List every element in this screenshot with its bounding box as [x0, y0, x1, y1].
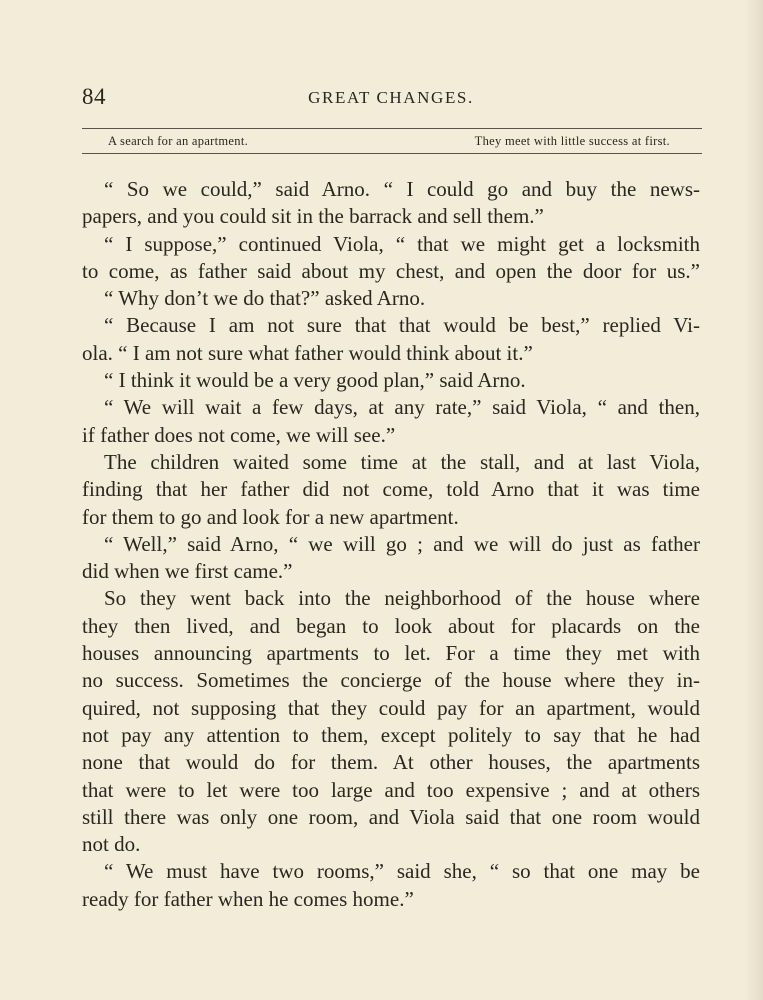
text-line: finding that her father did not come, told Arno that it was time [82, 477, 700, 502]
text-line: “ We must have two rooms,” said she, “ so that one may be [104, 859, 700, 884]
text-line: none that would do for them. At other houses, the apartments [82, 750, 700, 775]
text-line: to come, as father said about my chest, and open the door for us.” [82, 258, 700, 283]
header-rule-bottom [82, 153, 702, 154]
sidenote-left: A search for an apartment. [108, 134, 249, 148]
text-line: “ Well,” said Arno, “ we will go ; and we will do just as father [104, 531, 700, 556]
text-line: not do. [82, 832, 141, 857]
text-line: ola. “ I am not sure what father would think about it.” [82, 340, 533, 365]
text-line: they then lived, and began to look about for placards on the [82, 613, 700, 638]
body-text [82, 176, 700, 913]
text-line: still there was only one room, and Viola said that one room would [82, 804, 700, 829]
text-line: The children waited some time at the stall, and at last Viola, [104, 449, 700, 474]
sidenote-right: They meet with little success at first. [474, 134, 670, 148]
text-line: “ We will wait a few days, at any rate,” said Viola, “ and then, [104, 395, 700, 420]
header-rule-top [82, 128, 702, 129]
text-line: if father does not come, we will see.” [82, 422, 396, 447]
text-line: “ Because I am not sure that that would be best,” replied Vi- [104, 313, 700, 338]
text-line: “ I think it would be a very good plan,” said Arno. [104, 368, 526, 393]
text-line: “ So we could,” said Arno. “ I could go and buy the news- [104, 177, 700, 201]
text-line: papers, and you could sit in the barrack and sell them.” [82, 204, 544, 229]
text-line: So they went back into the neighborhood of the house where [104, 586, 700, 611]
text-line: “ I suppose,” continued Viola, “ that we might get a locksmith [104, 231, 700, 256]
page-number: 84 [82, 84, 106, 109]
text-line: ready for father when he comes home.” [82, 886, 414, 911]
text-line: did when we first came.” [82, 559, 293, 584]
text-line: quired, not supposing that they could pay for an apartment, would [82, 695, 700, 720]
text-line: not pay any attention to them, except politely to say that he had [82, 722, 700, 747]
running-title: GREAT CHANGES. [308, 88, 474, 107]
page-edge-shadow [745, 0, 763, 1000]
text-line: “ Why don’t we do that?” asked Arno. [104, 286, 426, 311]
page-header [82, 84, 700, 114]
text-line: houses announcing apartments to let. For a time they met with [82, 641, 700, 666]
text-line: no success. Sometimes the concierge of the house where they in- [82, 668, 700, 693]
text-line: for them to go and look for a new apartment. [82, 504, 459, 529]
text-line: that were to let were too large and too expensive ; and at others [82, 777, 700, 802]
margin-notes [100, 134, 700, 152]
